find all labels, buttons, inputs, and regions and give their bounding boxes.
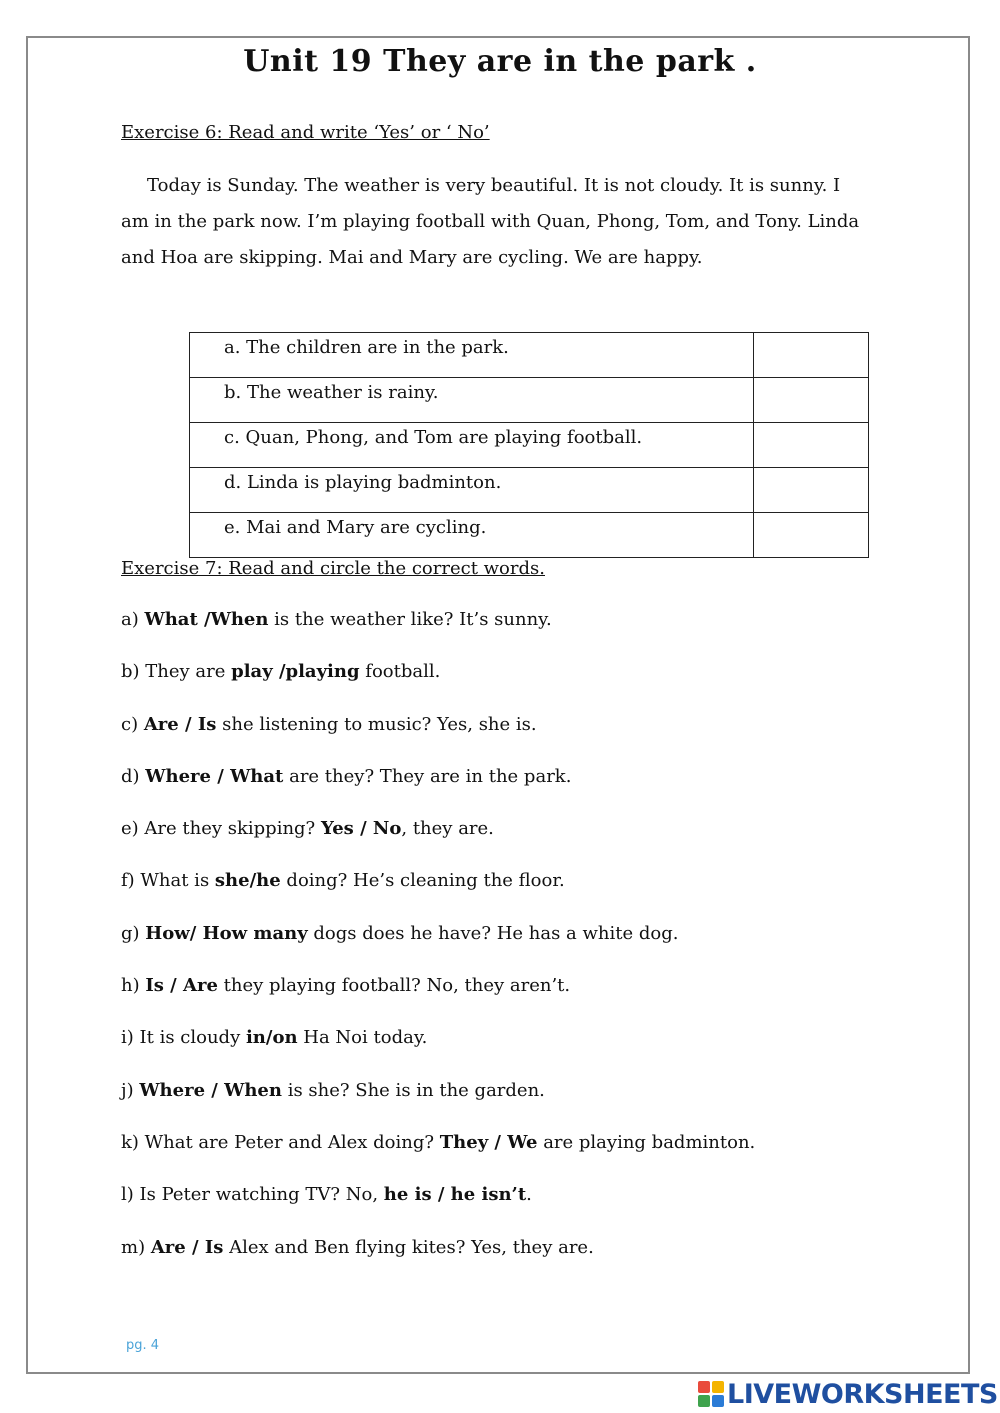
choice-f[interactable]: she/he	[214, 870, 281, 892]
question-e: e) Are they skipping? Yes / No, they are.	[121, 818, 494, 840]
choice-g[interactable]: How/ How many	[145, 922, 308, 944]
statement-d: d. Linda is playing badminton.	[190, 468, 754, 513]
statement-a: a. The children are in the park.	[190, 333, 754, 378]
question-k: k) What are Peter and Alex doing? They / We are playing badminton.	[121, 1131, 756, 1153]
answer-box-a[interactable]	[754, 333, 869, 378]
choice-m[interactable]: Are / Is	[150, 1236, 224, 1258]
question-m: m) Are / Is Alex and Ben flying kites? Yes, they are.	[121, 1236, 594, 1258]
choice-c[interactable]: Are / Is	[143, 713, 217, 735]
question-g: g) How/ How many dogs does he have? He has a white dog.	[121, 922, 679, 944]
table-row	[190, 513, 869, 558]
badge-square-blue	[712, 1395, 724, 1407]
question-i: i) It is cloudy in/on Ha Noi today.	[121, 1027, 428, 1049]
choice-j[interactable]: Where / When	[139, 1079, 282, 1101]
question-h: h) Is / Are they playing football? No, they aren’t.	[121, 975, 571, 997]
yes-no-table	[189, 332, 869, 558]
answer-box-e[interactable]	[754, 513, 869, 558]
choice-l[interactable]: he is / he isn’t	[383, 1184, 527, 1206]
choice-e[interactable]: Yes / No	[320, 818, 402, 840]
liveworksheets-badge-icon	[698, 1381, 724, 1407]
statement-b: b. The weather is rainy.	[190, 378, 754, 423]
exercise-7-questions	[121, 606, 755, 1286]
exercise-7-heading: Exercise 7: Read and circle the correct words.	[121, 558, 545, 579]
answer-box-c[interactable]	[754, 423, 869, 468]
badge-square-yellow	[712, 1381, 724, 1393]
question-l: l) Is Peter watching TV? No, he is / he isn’t.	[121, 1184, 532, 1206]
badge-square-red	[698, 1381, 710, 1393]
question-d: d) Where / What are they? They are in the park.	[121, 765, 572, 787]
question-j: j) Where / When is she? She is in the garden.	[121, 1079, 545, 1101]
table-row	[190, 378, 869, 423]
page-title: Unit 19 They are in the park .	[243, 44, 757, 79]
statement-e: e. Mai and Mary are cycling.	[190, 513, 754, 558]
reading-passage: Today is Sunday. The weather is very beautiful. It is not cloudy. It is sunny. I am in the park now. I’m playing football with Quan, Phong, Tom, and Tony. Linda and Hoa are skipping. Mai and Mary are cycling. We are happy.	[121, 175, 860, 268]
statement-c: c. Quan, Phong, and Tom are playing football.	[190, 423, 754, 468]
choice-i[interactable]: in/on	[245, 1027, 298, 1049]
choice-d[interactable]: Where / What	[145, 765, 284, 787]
question-f: f) What is she/he doing? He’s cleaning the floor.	[121, 870, 565, 892]
question-a: a) What /When is the weather like? It’s sunny.	[121, 609, 552, 630]
choice-a[interactable]: What /When	[144, 609, 269, 630]
liveworksheets-wordmark: LIVEWORKSHEETS	[727, 1378, 998, 1410]
question-c: c) Are / Is she listening to music? Yes, she is.	[121, 713, 537, 735]
answer-box-d[interactable]	[754, 468, 869, 513]
question-b: b) They are play /playing football.	[121, 661, 441, 683]
choice-h[interactable]: Is / Are	[145, 975, 218, 997]
table-row	[190, 423, 869, 468]
answer-box-b[interactable]	[754, 378, 869, 423]
choice-b[interactable]: play /playing	[231, 661, 360, 683]
liveworksheets-logo[interactable]	[698, 1378, 998, 1410]
badge-square-green	[698, 1395, 710, 1407]
exercise-6-heading: Exercise 6: Read and write ‘Yes’ or ‘ No’	[121, 122, 490, 143]
table-row	[190, 468, 869, 513]
choice-k[interactable]: They / We	[439, 1131, 538, 1153]
table-row	[190, 333, 869, 378]
page-number: pg. 4	[126, 1338, 160, 1353]
